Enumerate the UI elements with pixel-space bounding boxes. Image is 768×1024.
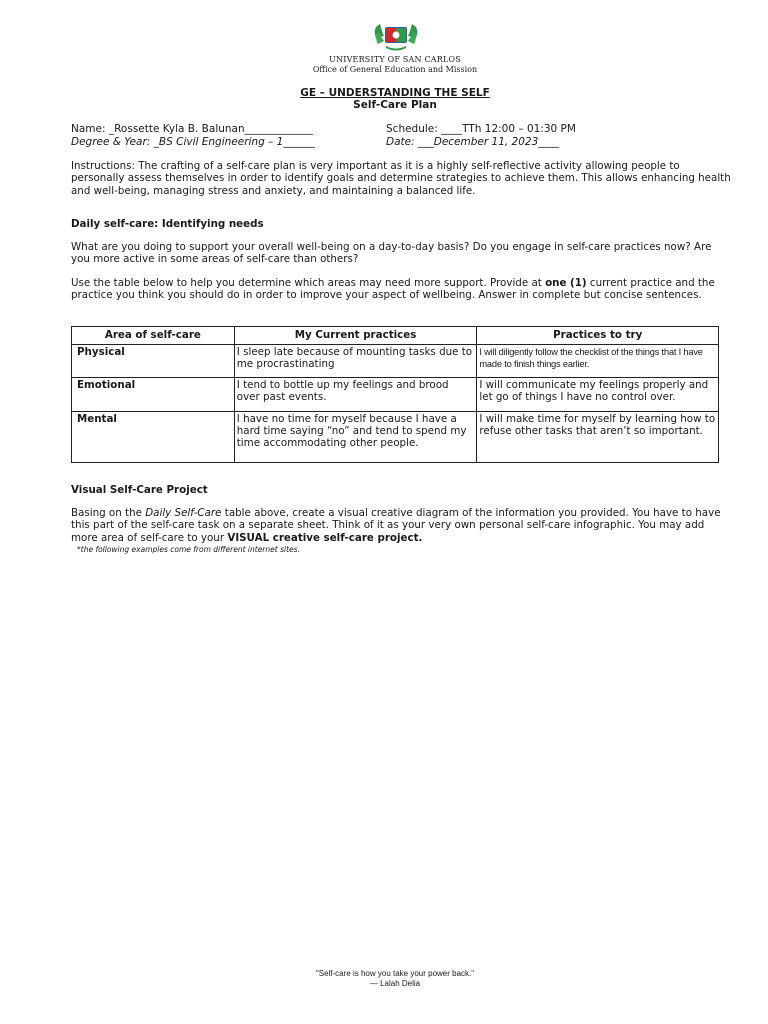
row-current: I sleep late because of mounting tasks due to me procrastinating: [234, 345, 477, 378]
schedule-value: ____TTh 12:00 – 01:30 PM: [437, 123, 576, 135]
table-row: [72, 345, 719, 378]
office-name: Office of General Education and Mission: [312, 65, 478, 74]
schedule-row: [386, 123, 576, 135]
date-row: [386, 136, 559, 148]
quote-text: "Self-care is how you take your power back.": [315, 969, 475, 978]
row-area: Mental: [72, 412, 235, 463]
visual-text-mid: table above, create a visual creative diagram of the information you provided. You have to have this part of the self-care task on a separate sheet. Think of it as your very own personal self-care infographic. You may add more area of self-care to your: [71, 507, 721, 544]
degree-label: Degree & Year:: [71, 136, 151, 148]
university-name: UNIVERSITY OF SAN CARLOS: [329, 55, 461, 64]
table-row: [72, 412, 719, 463]
row-area: Emotional: [72, 378, 235, 412]
row-try: I will communicate my feelings properly and let go of things I have no control over.: [477, 378, 719, 412]
name-value: _Rossette Kyla B. Balunan_____________: [105, 123, 313, 135]
self-care-table: [71, 326, 719, 463]
visual-heading: Visual Self-Care Project: [71, 484, 208, 496]
instructions-paragraph: Instructions: The crafting of a self-care plan is very important as it is a highly self-reflective activity allowing people to personally assess themselves in order to identify goals and determine strategies to achieve them. This allows enhancing health and well-being, managing stress and anxiety, and maintaining a balanced life.: [71, 160, 731, 197]
date-label: Date:: [386, 136, 415, 148]
table-instructions-text: Use the table below to help you determine which areas may need more support. Provide at: [71, 277, 546, 289]
row-try: I will make time for myself by learning how to refuse other tasks that aren’t so important.: [477, 412, 719, 463]
row-current: I have no time for myself because I have a hard time saying “no” and tend to spend my time accommodating other people.: [234, 412, 477, 463]
university-seal-icon: [372, 22, 420, 52]
examples-note: *the following examples come from different internet sites.: [77, 545, 300, 554]
daily-question-paragraph: What are you doing to support your overall well-being on a day-to-day basis? Do you engage in self-care practices now? Are you more active in some areas of self-care than others?: [71, 241, 712, 266]
table-instructions-text-end: current practice and the practice you think you should do in order to improve your aspect of wellbeing. Answer in complete but concise sentences.: [71, 277, 715, 302]
row-current: I tend to bottle up my feelings and brood over past events.: [234, 378, 477, 412]
visual-paragraph: [71, 507, 731, 544]
table-instructions-paragraph: [71, 277, 731, 302]
quote-author: — Lalah Delia: [369, 979, 421, 988]
visual-text: Basing on the: [71, 507, 146, 519]
degree-row: [71, 136, 315, 148]
visual-italic-text: Daily Self-Care: [145, 507, 222, 519]
name-label: Name:: [71, 123, 106, 135]
row-area: Physical: [72, 345, 235, 378]
daily-heading: Daily self-care: Identifying needs: [71, 218, 264, 230]
date-value: ___December 11, 2023____: [414, 136, 560, 148]
header-area: Area of self-care: [72, 327, 235, 345]
header-current: My Current practices: [234, 327, 477, 345]
table-header-row: [72, 327, 719, 345]
name-row: [71, 123, 313, 135]
course-title: GE – UNDERSTANDING THE SELF: [300, 87, 490, 99]
header-try: Practices to try: [477, 327, 719, 345]
degree-value: _BS Civil Engineering – 1______: [150, 136, 315, 148]
row-try: I will diligently follow the checklist of the things that I have made to finish things earlier.: [477, 345, 719, 378]
schedule-label: Schedule:: [386, 123, 438, 135]
table-instructions-bold: one (1): [545, 277, 587, 289]
document-title: Self-Care Plan: [353, 99, 437, 111]
visual-bold-text: VISUAL creative self-care project.: [227, 531, 423, 544]
table-row: [72, 378, 719, 412]
